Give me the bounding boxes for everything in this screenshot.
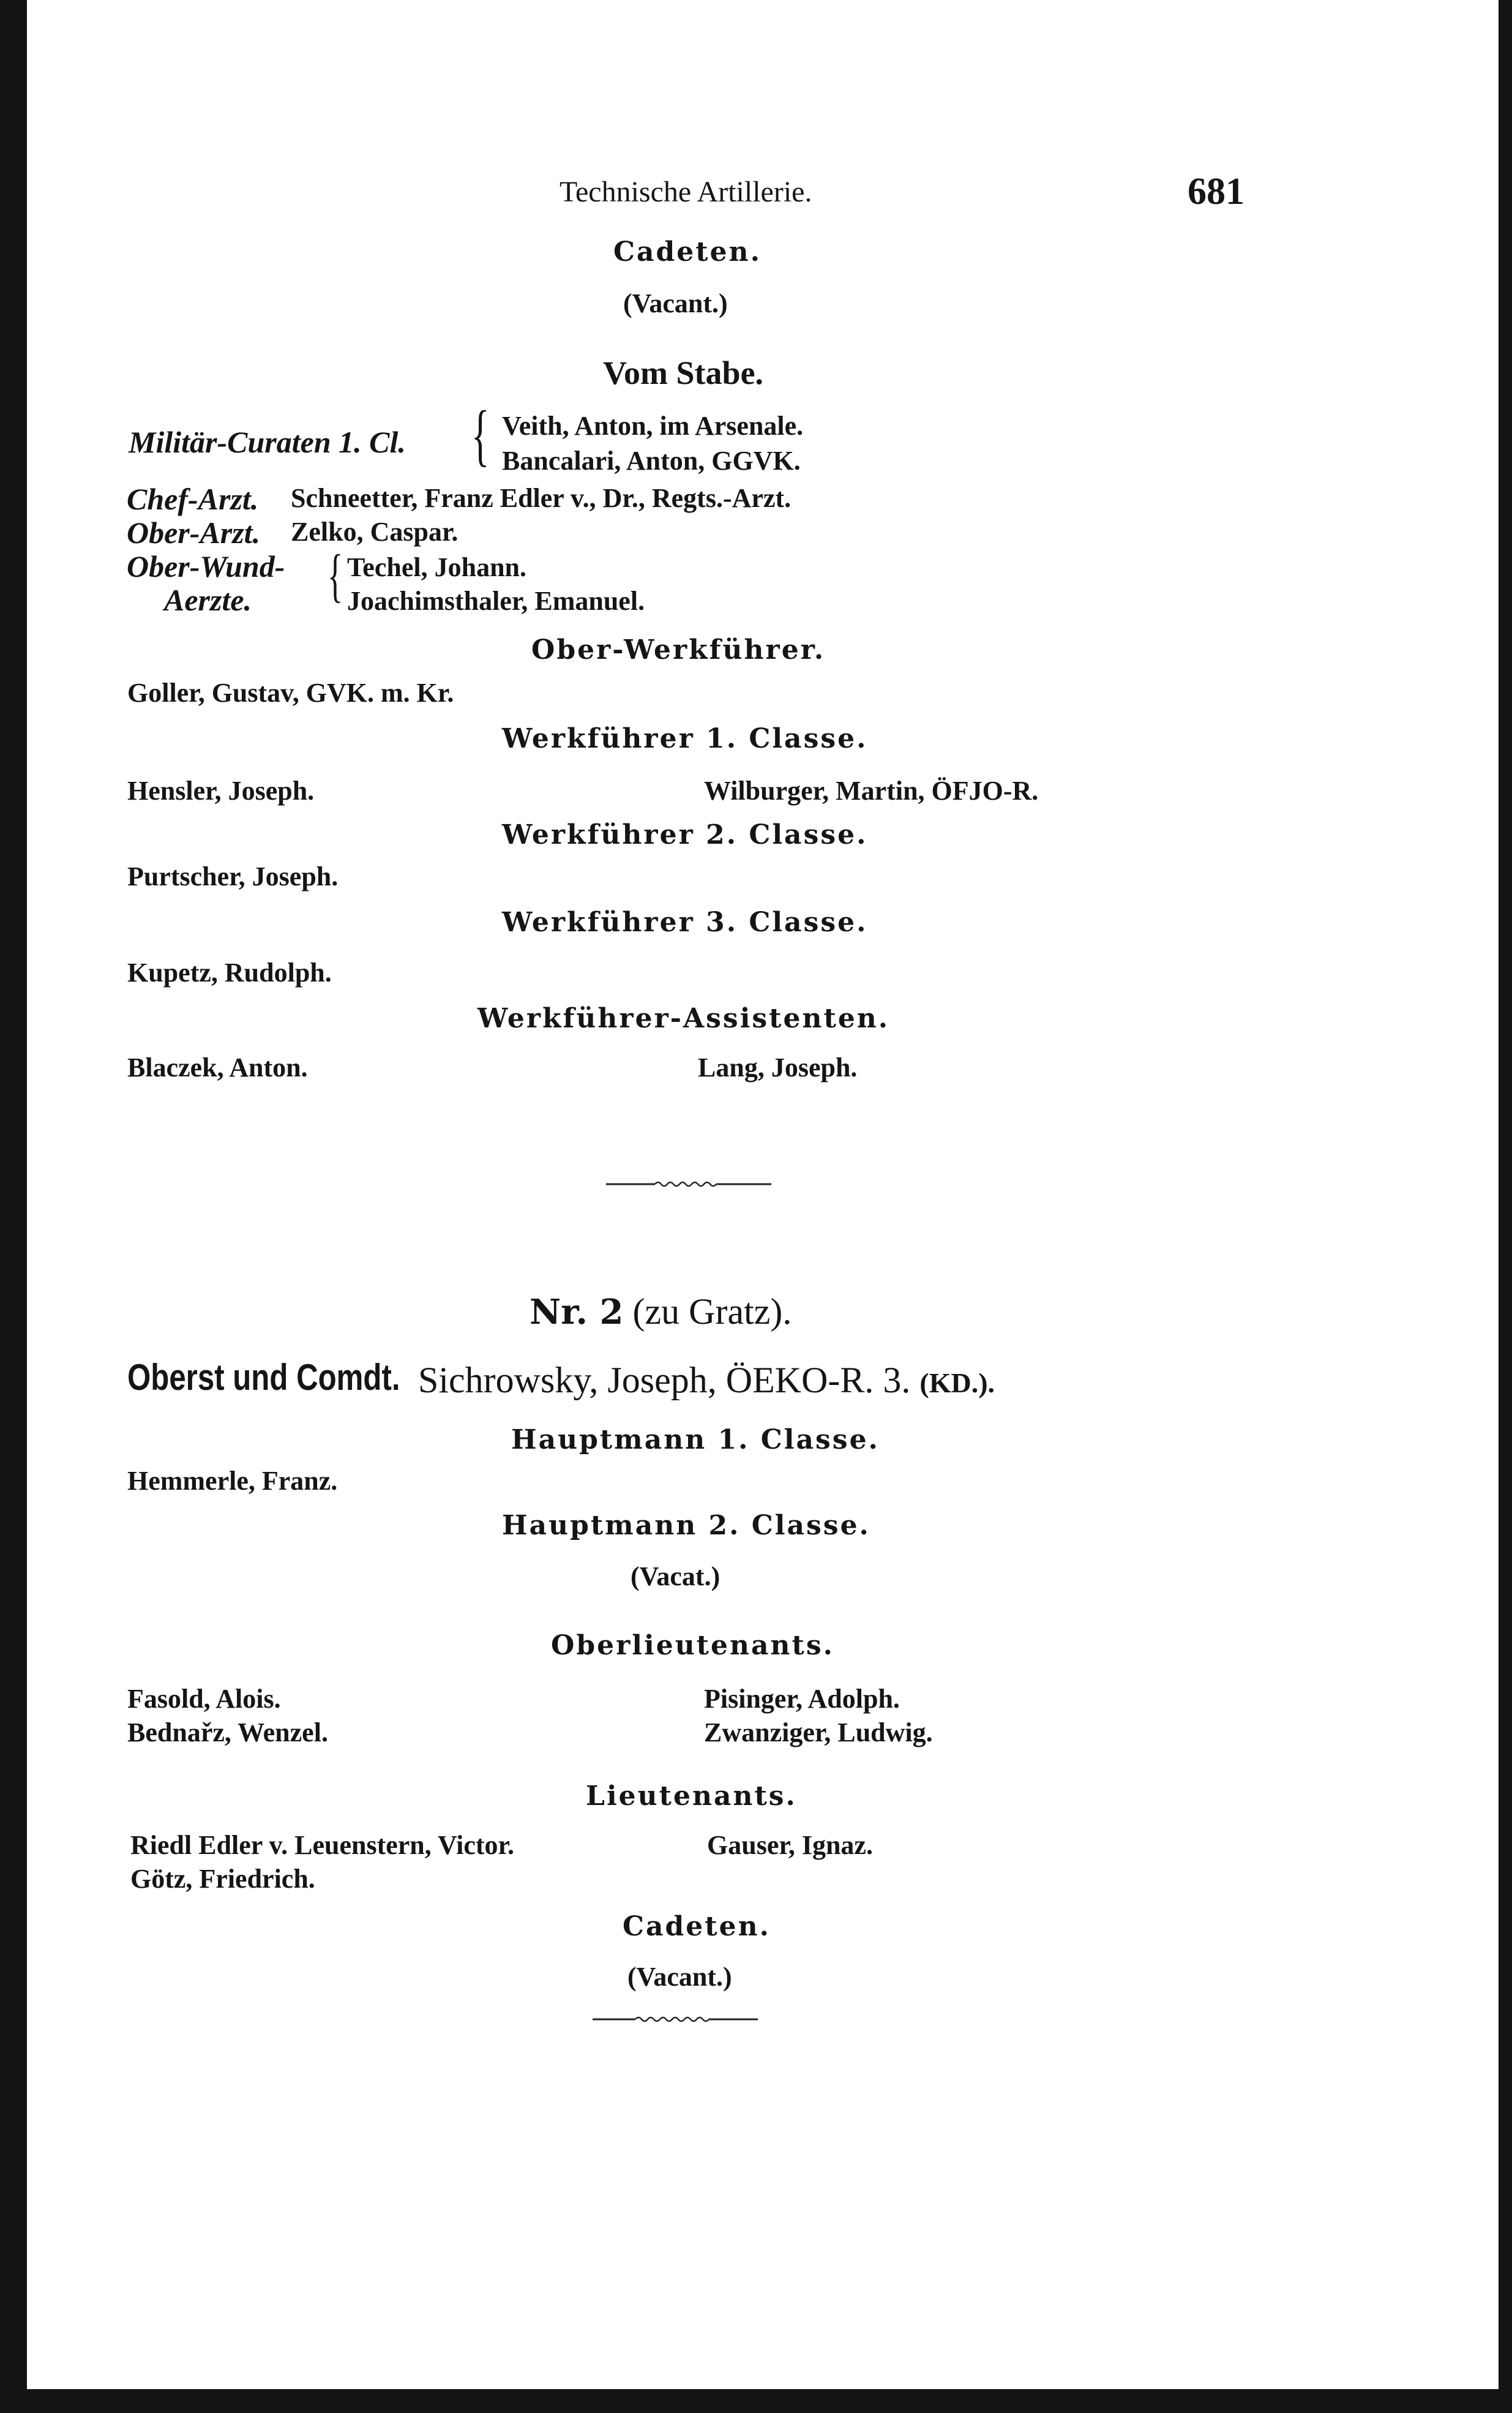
stab-heading: Vom Stabe. (603, 355, 764, 391)
wf2-heading: Werkführer 2. Classe. (502, 819, 868, 850)
hm2-note: (Vacat.) (631, 1561, 720, 1591)
wf3-heading: Werkführer 3. Classe. (502, 907, 868, 938)
cadeten-note-2: (Vacant.) (627, 1962, 732, 1992)
oberlt-name-1: Fasold, Alois. (127, 1684, 281, 1714)
oberst-name: Sichrowsky, Joseph, ÖEKO-R. 3. (418, 1360, 911, 1400)
oberst-label: Oberst und Comdt. (127, 1357, 400, 1398)
lt-name-2: Gauser, Ignaz. (707, 1830, 873, 1860)
cadeten-heading: Cadeten. (613, 236, 762, 268)
assist-heading: Werkführer-Assistenten. (477, 1003, 890, 1034)
hm1-name-1: Hemmerle, Franz. (127, 1466, 338, 1496)
regiment-location: (zu Gratz). (632, 1291, 792, 1332)
wundaerzte-brace: { (327, 542, 343, 608)
wf2-name-1: Purtscher, Joseph. (127, 861, 339, 891)
scan-border-bottom (0, 2389, 1512, 2413)
wundaerzte-name-2: Joachimsthaler, Emanuel. (347, 586, 645, 616)
oberlt-name-4: Zwanziger, Ludwig. (704, 1717, 933, 1747)
wf1-heading: Werkführer 1. Classe. (502, 723, 868, 754)
end-divider-ornament (593, 2014, 758, 2024)
oberst-line (418, 1362, 995, 1398)
oberlt-heading: Oberlieutenants. (551, 1630, 834, 1661)
lt-name-1: Riedl Edler v. Leuenstern, Victor. (130, 1830, 514, 1860)
cadeten-heading-2: Cadeten. (623, 1911, 771, 1942)
oberlt-name-3: Bednařz, Wenzel. (127, 1717, 328, 1747)
curaten-name-2: Bancalari, Anton, GGVK. (502, 446, 801, 476)
lt-heading: Lieutenants. (586, 1781, 797, 1812)
hm2-heading: Hauptmann 2. Classe. (502, 1510, 870, 1541)
wf1-name-1: Hensler, Joseph. (127, 776, 315, 806)
regiment-number: Nr. 2 (530, 1292, 624, 1332)
cadeten-note: (Vacant.) (623, 288, 728, 318)
ober-werkfuehrer-heading: Ober-Werkführer. (531, 634, 826, 666)
page-number: 681 (1188, 171, 1244, 212)
ober-arzt-name: Zelko, Caspar. (291, 517, 458, 547)
hm1-heading: Hauptmann 1. Classe. (511, 1424, 880, 1455)
curaten-name-1: Veith, Anton, im Arsenale. (502, 411, 804, 441)
wundaerzte-label-1: Ober-Wund- (127, 549, 285, 584)
wundaerzte-name-1: Techel, Johann. (347, 552, 527, 582)
wf3-name-1: Kupetz, Rudolph. (127, 958, 332, 988)
chef-arzt-name: Schneetter, Franz Edler v., Dr., Regts.-Arzt. (291, 483, 792, 513)
section-divider-ornament (606, 1179, 771, 1189)
ober-werkfuehrer-name: Goller, Gustav, GVK. m. Kr. (127, 678, 454, 708)
lt-name-3: Götz, Friedrich. (130, 1864, 315, 1894)
oberlt-name-2: Pisinger, Adolph. (704, 1684, 900, 1714)
wf1-name-2: Wilburger, Martin, ÖFJO-R. (704, 776, 1039, 806)
regiment-number-line (530, 1293, 792, 1330)
wundaerzte-label-2: Aerzte. (164, 583, 252, 617)
scan-border-left (0, 0, 27, 2413)
running-header: Technische Artillerie. (560, 176, 812, 208)
oberst-suffix: (KD.). (919, 1367, 995, 1398)
curaten-brace: { (471, 397, 490, 473)
scan-border-right (1499, 0, 1512, 2413)
assist-name-2: Lang, Joseph. (698, 1053, 858, 1083)
curaten-label: Militär-Curaten 1. Cl. (129, 425, 406, 459)
assist-name-1: Blaczek, Anton. (127, 1053, 308, 1083)
ober-arzt-label: Ober-Arzt. (127, 516, 261, 550)
chef-arzt-label: Chef-Arzt. (127, 482, 259, 516)
